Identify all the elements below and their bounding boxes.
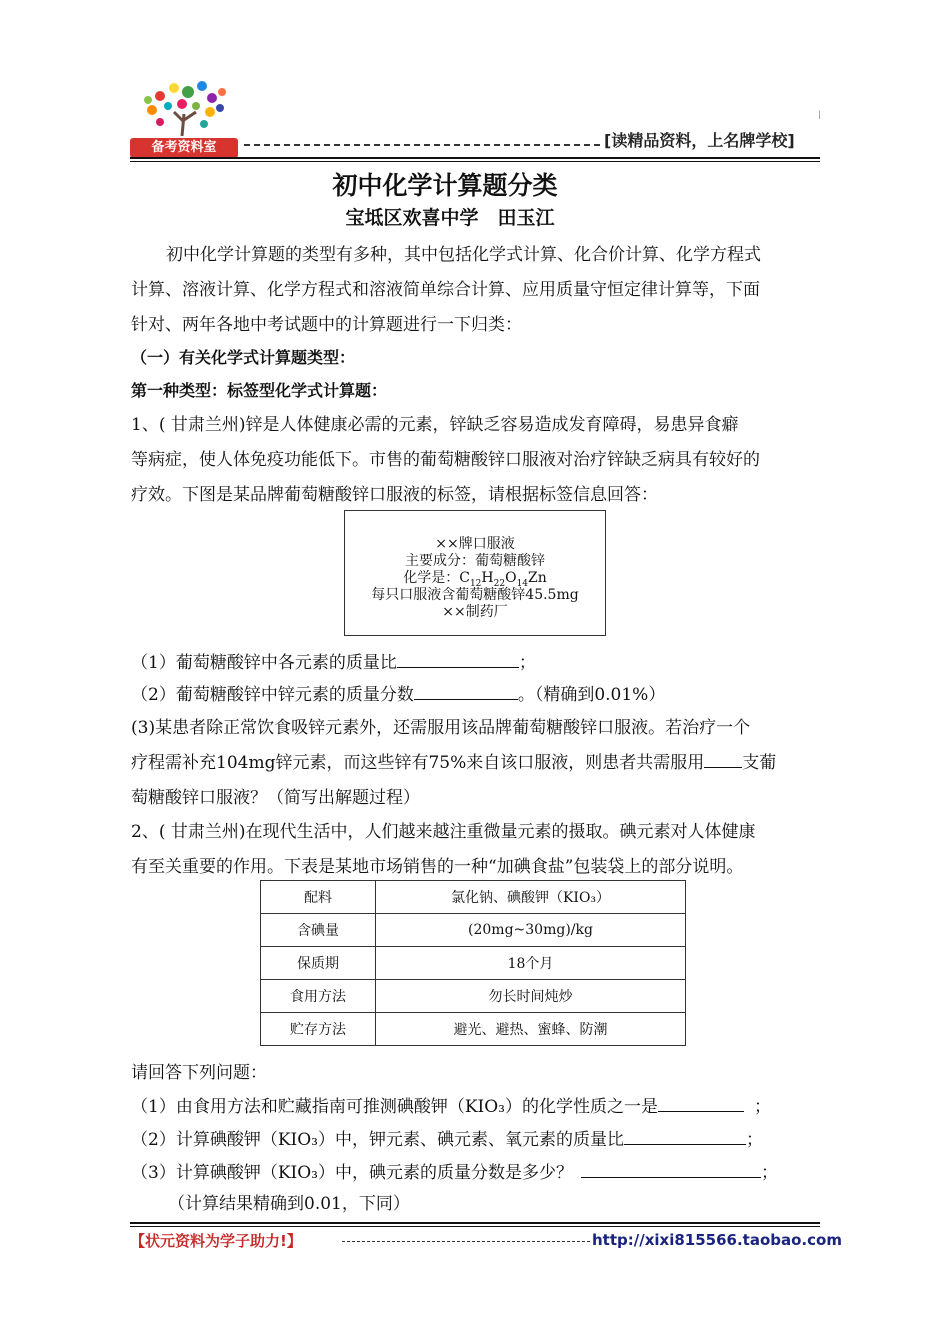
table-key: 贮存方法 (261, 1013, 376, 1046)
intro-line-2: 计算、溶液计算、化学方程式和溶液简单综合计算、应用质量守恒定律计算等，下面 (131, 280, 760, 300)
header-slogan: [读精品资料，上名牌学校] (604, 131, 795, 150)
table-row (261, 980, 686, 1013)
q1-sub3-c: 萄糖酸锌口服液？（简写出解题过程） (131, 788, 420, 808)
q1-sub1: （1）葡萄糖酸锌中各元素的质量比 ； (131, 653, 536, 673)
q2-note: （计算结果精确到0.01，下同） (168, 1194, 410, 1214)
table-key: 食用方法 (261, 980, 376, 1013)
table-value: 勿长时间炖炒 (376, 980, 686, 1013)
table-key: 保质期 (261, 947, 376, 980)
q2-sub1: （1）由食用方法和贮藏指南可推测碘酸钾（KIO₃）的化学性质之一是 ； (131, 1097, 771, 1117)
table-value: 避光、避热、蜜蜂、防潮 (376, 1013, 686, 1046)
table-row (261, 881, 686, 914)
q2-line-1: 2、( 甘肃兰州)在现代生活中，人们越来越注重微量元素的摄取。碘元素对人体健康 (131, 822, 756, 842)
logo-caption: 备考资料室 (130, 138, 238, 158)
salt-info-table (260, 880, 686, 1046)
q2-line-2: 有至关重要的作用。下表是某地市场销售的一种“加碘食盐”包装袋上的部分说明。 (131, 857, 744, 877)
product-label-box (344, 510, 606, 636)
q2-sub2: （2）计算碘酸钾（KIO₃）中，钾元素、碘元素、氧元素的质量比 ； (131, 1130, 763, 1150)
header-rule-thin (130, 161, 820, 162)
footer-dash-line (342, 1241, 590, 1242)
q1-sub3-b: 疗程需补充104mg锌元素，而这些锌有75%来自该口服液，则患者共需服用 支葡 (131, 753, 777, 773)
answer-blank[interactable] (581, 1161, 761, 1178)
intro-line-3: 针对、两年各地中考试题中的计算题进行一下归类： (131, 315, 522, 335)
page-title: 初中化学计算题分类 (332, 171, 558, 200)
q2-sub3: （3）计算碘酸钾（KIO₃）中，碘元素的质量分数是多少？ ； (131, 1163, 778, 1183)
footer-link[interactable]: http://xixi815566.taobao.com (592, 1231, 842, 1249)
section-heading: （一）有关化学式计算题类型： (131, 348, 356, 367)
header-dash-line (244, 144, 600, 146)
table-row (261, 1013, 686, 1046)
header-rule (130, 157, 820, 159)
q1-line-3: 疗效。下图是某品牌葡萄糖酸锌口服液的标签，请根据标签信息回答： (131, 485, 658, 505)
table-value: 18个月 (376, 947, 686, 980)
footer-slogan: 【状元资料为学子助力!】 (130, 1232, 302, 1250)
table-key: 含碘量 (261, 914, 376, 947)
q1-line-2: 等病症，使人体免疫功能低下。市售的葡萄糖酸锌口服液对治疗锌缺乏病具有较好的 (131, 450, 760, 470)
table-value: (20mg~30mg)/kg (376, 914, 686, 947)
q1-sub2: （2）葡萄糖酸锌中锌元素的质量分数 。（精确到0.01%） (131, 685, 666, 705)
answer-blank[interactable] (397, 651, 519, 668)
label-formula: 化学是：$C_{12}H_{22}O_{14}Zn$ (403, 570, 547, 589)
table-row (261, 914, 686, 947)
table-key: 配料 (261, 881, 376, 914)
label-content: 每只口服液含葡萄糖酸锌45.5mg (371, 587, 579, 603)
answer-blank[interactable] (414, 683, 518, 700)
table-row (261, 947, 686, 980)
type-heading: 第一种类型：标签型化学式计算题： (131, 381, 388, 400)
footer-rule (130, 1222, 820, 1224)
label-maker: ××制药厂 (442, 604, 508, 620)
table-value: 氯化钠、碘酸钾（KIO₃） (376, 881, 686, 914)
label-ingredient: 主要成分：葡萄糖酸锌 (405, 553, 545, 569)
q1-line-1: 1、( 甘肃兰州)锌是人体健康必需的元素，锌缺乏容易造成发育障碍，易患异食癖 (131, 415, 739, 435)
answer-blank[interactable] (704, 751, 742, 768)
label-brand: ××牌口服液 (435, 536, 515, 552)
q2-prompt: 请回答下列问题： (131, 1063, 267, 1083)
answer-blank[interactable] (624, 1128, 746, 1145)
footer-rule-thin (130, 1226, 820, 1227)
author-line: 宝坻区欢喜中学 田玉江 (345, 207, 555, 229)
header-corner-mark: | (818, 110, 821, 119)
q1-sub3-a: (3)某患者除正常饮食吸锌元素外，还需服用该品牌葡萄糖酸锌口服液。若治疗一个 (131, 718, 751, 738)
intro-line-1: 初中化学计算题的类型有多种，其中包括化学式计算、化合价计算、化学方程式 (166, 245, 761, 265)
answer-blank[interactable] (658, 1095, 744, 1112)
